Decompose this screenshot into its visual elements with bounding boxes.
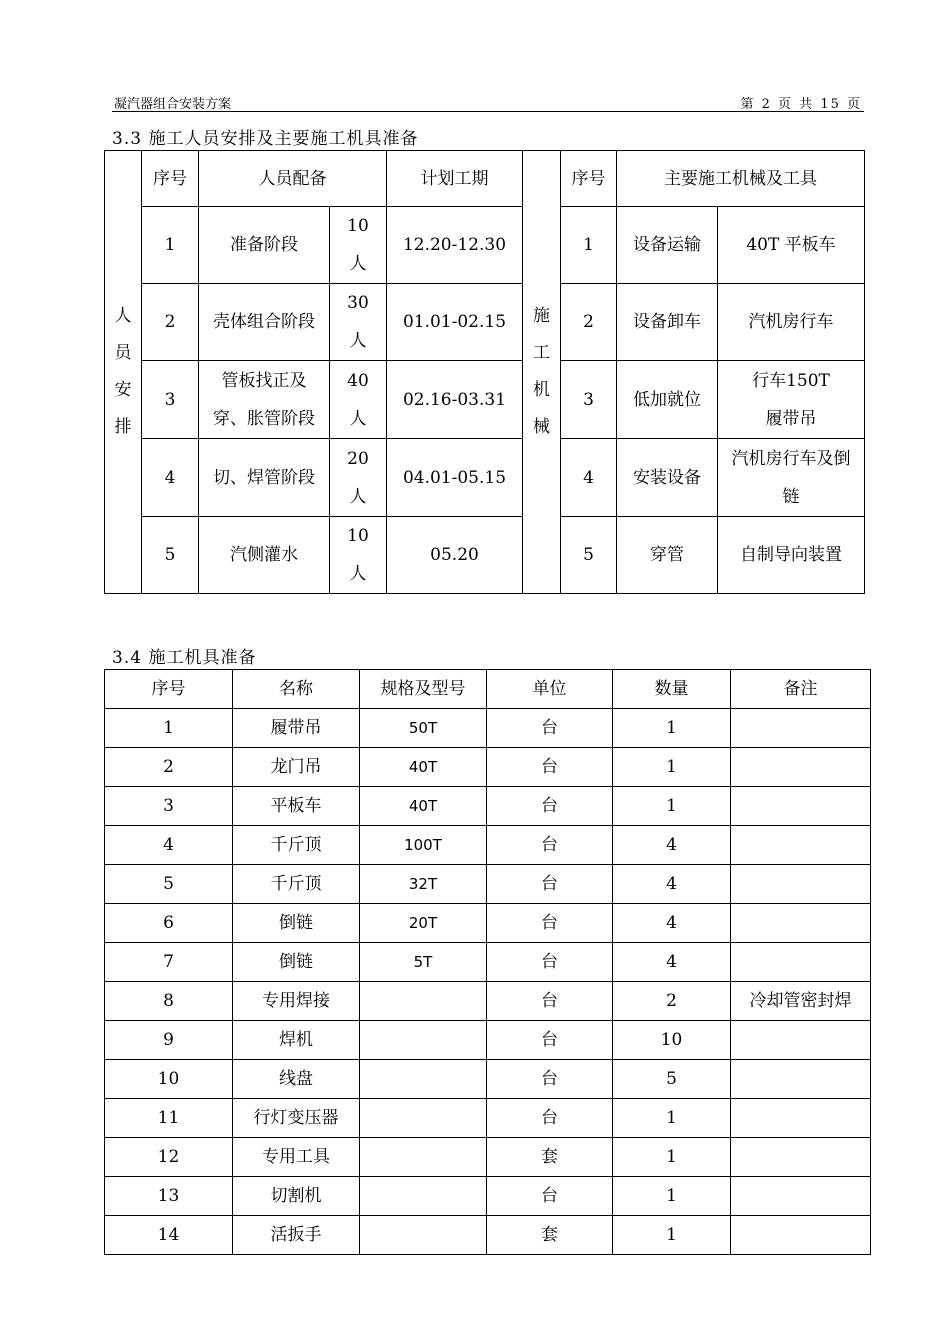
- row-no: 1: [142, 207, 199, 284]
- tools-cell: 10: [613, 1021, 731, 1060]
- tool-cell: [718, 517, 865, 594]
- people-cell: [330, 361, 387, 439]
- tools-cell: [731, 748, 871, 787]
- tools-cell: [360, 1099, 487, 1138]
- section-3-4-title: 3.4 施工机具准备: [112, 648, 257, 668]
- tools-row: [105, 1216, 871, 1255]
- tools-cell: 台: [487, 865, 613, 904]
- tools-cell: 20T: [360, 904, 487, 943]
- tools-header-cell: 备注: [731, 670, 871, 709]
- section-3-3-title: 3.3 施工人员安排及主要施工机具准备: [112, 129, 419, 149]
- tools-cell: 专用焊接: [233, 982, 360, 1021]
- tools-row: [105, 748, 871, 787]
- tools-cell: 4: [613, 943, 731, 982]
- people-cell: [330, 207, 387, 284]
- tool-cell: [718, 361, 865, 439]
- tool-cell: [718, 207, 865, 284]
- stage-name: 管板找正及穿、胀管阶段: [213, 370, 315, 429]
- tools-row: [105, 943, 871, 982]
- staff-and-machinery-table: [104, 150, 865, 594]
- tools-cell: 台: [487, 826, 613, 865]
- tools-row: [105, 1021, 871, 1060]
- machine-no: 4: [561, 439, 617, 517]
- tools-cell: 2: [613, 982, 731, 1021]
- schedule-period: 02.16-03.31: [387, 361, 523, 439]
- tools-cell: 履带吊: [233, 709, 360, 748]
- tools-cell: 龙门吊: [233, 748, 360, 787]
- tools-cell: 9: [105, 1021, 233, 1060]
- people-count: 30人: [347, 293, 369, 351]
- tools-cell: 台: [487, 904, 613, 943]
- tools-cell: 台: [487, 982, 613, 1021]
- tools-cell: 10: [105, 1060, 233, 1099]
- page-header: [112, 92, 864, 112]
- tools-cell: 焊机: [233, 1021, 360, 1060]
- tools-cell: 台: [487, 1177, 613, 1216]
- people-count: 10人: [347, 526, 369, 584]
- tools-cell: 冷却管密封焊: [731, 982, 871, 1021]
- tools-cell: 台: [487, 787, 613, 826]
- tools-cell: 行灯变压器: [233, 1099, 360, 1138]
- schedule-period: 04.01-05.15: [387, 439, 523, 517]
- machine-no: 2: [561, 284, 617, 361]
- machine-task: 低加就位: [617, 361, 718, 439]
- tools-cell: [360, 982, 487, 1021]
- tools-cell: [731, 1060, 871, 1099]
- tools-cell: [731, 1099, 871, 1138]
- stage-name: 切、焊管阶段: [213, 467, 315, 488]
- machine-task: 设备运输: [617, 207, 718, 284]
- tools-header-cell: 规格及型号: [360, 670, 487, 709]
- tools-cell: [360, 1060, 487, 1099]
- tools-cell: 5T: [360, 943, 487, 982]
- header-schedule: 计划工期: [387, 151, 523, 207]
- tools-cell: 1: [613, 709, 731, 748]
- tool-name: 自制导向装置: [740, 545, 842, 565]
- tools-cell: 千斤顶: [233, 826, 360, 865]
- tools-row: [105, 1060, 871, 1099]
- tools-cell: [731, 943, 871, 982]
- tools-header-cell: 名称: [233, 670, 360, 709]
- tools-cell: [731, 709, 871, 748]
- tools-cell: 切割机: [233, 1177, 360, 1216]
- tools-cell: [360, 1021, 487, 1060]
- tools-cell: 13: [105, 1177, 233, 1216]
- tools-cell: 5: [105, 865, 233, 904]
- tools-cell: [360, 1138, 487, 1177]
- tools-cell: 11: [105, 1099, 233, 1138]
- tools-cell: 6: [105, 904, 233, 943]
- tools-cell: 7: [105, 943, 233, 982]
- tools-cell: 4: [105, 826, 233, 865]
- tools-cell: 4: [613, 904, 731, 943]
- machine-group-cell: [523, 151, 561, 594]
- header-staffing: 人员配备: [199, 151, 387, 207]
- tools-cell: 5: [613, 1060, 731, 1099]
- tools-cell: 1: [613, 1216, 731, 1255]
- tools-cell: 套: [487, 1216, 613, 1255]
- tools-cell: [731, 904, 871, 943]
- people-count: 10人: [347, 216, 369, 274]
- tools-cell: 1: [613, 1138, 731, 1177]
- header-no: 序号: [142, 151, 199, 207]
- staff-table-header-row: [105, 151, 865, 207]
- tools-row: [105, 709, 871, 748]
- tool-cell: [718, 439, 865, 517]
- people-cell: [330, 284, 387, 361]
- tools-row: [105, 1099, 871, 1138]
- tools-row: [105, 787, 871, 826]
- tools-cell: 100T: [360, 826, 487, 865]
- people-cell: [330, 517, 387, 594]
- header-no-2: 序号: [561, 151, 617, 207]
- tools-cell: 倒链: [233, 943, 360, 982]
- tool-name: 汽机房行车及倒链: [731, 448, 851, 507]
- machine-task: 穿管: [617, 517, 718, 594]
- row-no: 2: [142, 284, 199, 361]
- tools-cell: 1: [613, 748, 731, 787]
- staff-row: [105, 284, 865, 361]
- page-number: 第 2 页 共 15 页: [740, 97, 862, 112]
- tools-cell: 活扳手: [233, 1216, 360, 1255]
- tools-cell: 千斤顶: [233, 865, 360, 904]
- people-cell: [330, 439, 387, 517]
- tools-cell: 4: [613, 865, 731, 904]
- tools-cell: 8: [105, 982, 233, 1021]
- tools-row: [105, 1177, 871, 1216]
- tools-cell: 40T: [360, 787, 487, 826]
- tools-cell: 12: [105, 1138, 233, 1177]
- tools-cell: 台: [487, 709, 613, 748]
- tool-cell: [718, 284, 865, 361]
- tools-cell: 14: [105, 1216, 233, 1255]
- stage-cell: [199, 207, 330, 284]
- people-count: 20人: [347, 448, 369, 507]
- tools-cell: 1: [613, 787, 731, 826]
- tools-header-cell: 单位: [487, 670, 613, 709]
- tools-cell: 台: [487, 943, 613, 982]
- stage-cell: [199, 517, 330, 594]
- staff-row: [105, 517, 865, 594]
- machine-task: 设备卸车: [617, 284, 718, 361]
- tools-cell: 倒链: [233, 904, 360, 943]
- tools-cell: [731, 1177, 871, 1216]
- row-no: 3: [142, 361, 199, 439]
- tools-header-cell: 数量: [613, 670, 731, 709]
- tools-cell: 1: [105, 709, 233, 748]
- stage-cell: [199, 439, 330, 517]
- tools-row: [105, 1138, 871, 1177]
- tools-cell: [731, 826, 871, 865]
- tools-preparation-table: [104, 669, 871, 1255]
- tools-cell: 2: [105, 748, 233, 787]
- tools-cell: [731, 1138, 871, 1177]
- tools-cell: 40T: [360, 748, 487, 787]
- header-machines: 主要施工机械及工具: [617, 151, 865, 207]
- machine-no: 3: [561, 361, 617, 439]
- stage-name: 准备阶段: [230, 235, 298, 255]
- tool-name: 汽机房行车: [748, 312, 834, 332]
- tools-cell: 4: [613, 826, 731, 865]
- tools-row: [105, 982, 871, 1021]
- tools-cell: 台: [487, 748, 613, 787]
- tools-cell: [360, 1177, 487, 1216]
- tools-cell: 专用工具: [233, 1138, 360, 1177]
- tools-cell: 套: [487, 1138, 613, 1177]
- tools-cell: [731, 787, 871, 826]
- row-no: 4: [142, 439, 199, 517]
- tools-cell: 1: [613, 1099, 731, 1138]
- staff-row: [105, 439, 865, 517]
- stage-name: 壳体组合阶段: [213, 312, 315, 332]
- stage-cell: [199, 284, 330, 361]
- staff-row: [105, 361, 865, 439]
- machine-group-label: 施工机械: [533, 306, 550, 437]
- tools-cell: [731, 1216, 871, 1255]
- staff-group-cell: [105, 151, 142, 594]
- staff-group-label: 人员安排: [114, 306, 132, 437]
- tools-row: [105, 826, 871, 865]
- tools-cell: 台: [487, 1021, 613, 1060]
- stage-cell: [199, 361, 330, 439]
- tools-cell: [360, 1216, 487, 1255]
- tools-cell: 台: [487, 1099, 613, 1138]
- tool-name: 40T 平板车: [746, 235, 836, 255]
- schedule-period: 12.20-12.30: [387, 207, 523, 284]
- tools-cell: 线盘: [233, 1060, 360, 1099]
- tools-cell: 50T: [360, 709, 487, 748]
- staff-row: [105, 207, 865, 284]
- tools-header-cell: 序号: [105, 670, 233, 709]
- tools-table-header-row: [105, 670, 871, 709]
- tools-cell: 1: [613, 1177, 731, 1216]
- tools-row: [105, 904, 871, 943]
- tools-row: [105, 865, 871, 904]
- row-no: 5: [142, 517, 199, 594]
- machine-no: 5: [561, 517, 617, 594]
- tools-cell: 平板车: [233, 787, 360, 826]
- tools-cell: [731, 865, 871, 904]
- machine-no: 1: [561, 207, 617, 284]
- machine-task: 安装设备: [617, 439, 718, 517]
- tools-cell: 3: [105, 787, 233, 826]
- tools-cell: 32T: [360, 865, 487, 904]
- schedule-period: 01.01-02.15: [387, 284, 523, 361]
- tools-cell: 台: [487, 1060, 613, 1099]
- schedule-period: 05.20: [387, 517, 523, 594]
- tool-name: 行车150T 履带吊: [752, 370, 830, 429]
- stage-name: 汽侧灌水: [230, 545, 298, 565]
- people-count: 40人: [347, 370, 369, 429]
- tools-cell: [731, 1021, 871, 1060]
- document-title: 凝汽器组合安装方案: [114, 97, 232, 112]
